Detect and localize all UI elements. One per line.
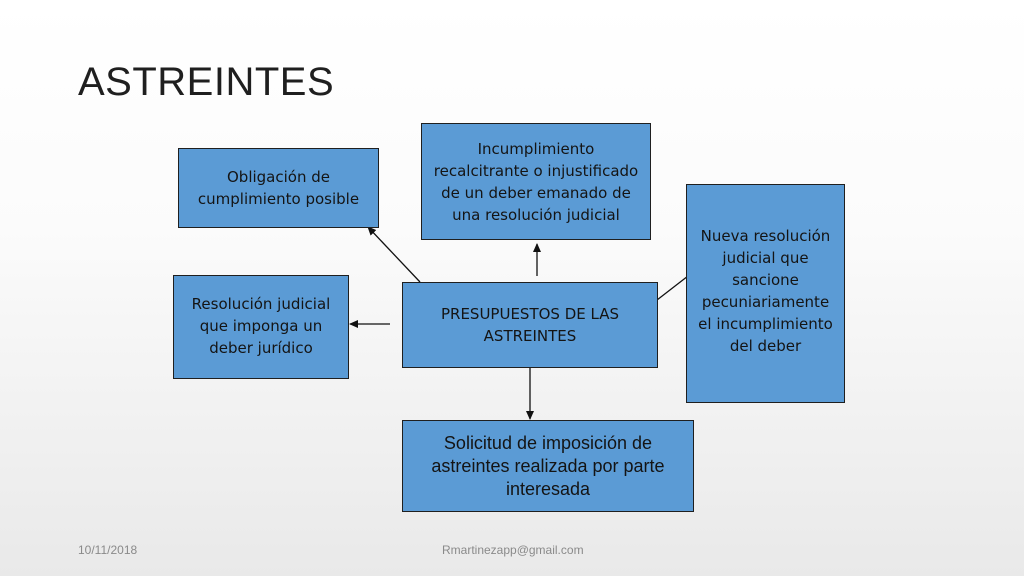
box-resolucion-judicial-text: Resolución judicial que imponga un deber jurídico [191, 295, 331, 357]
box-obligacion [178, 148, 379, 228]
arrow-to-obligacion [368, 227, 420, 282]
connector-to-nueva [657, 276, 688, 300]
box-nueva-resolucion [686, 184, 845, 403]
box-presupuestos [402, 282, 658, 368]
footer-email: Rmartinezapp@gmail.com [442, 543, 584, 557]
box-nueva-resolucion-text: Nueva resolución judicial que sancione pecuniariamente el incumplimiento del deber [698, 227, 833, 355]
footer-date: 10/11/2018 [78, 543, 138, 557]
box-incumplimiento-text: Incumplimiento recalcitrante o injustificado de un deber emanado de una resolución judicial [433, 139, 639, 224]
slide-title: ASTREINTES [78, 60, 335, 104]
box-incumplimiento [421, 123, 651, 240]
box-presupuestos-text: PRESUPUESTOS DE LAS ASTREINTES [440, 305, 619, 345]
box-resolucion-judicial [173, 275, 349, 379]
box-solicitud [402, 420, 694, 512]
box-solicitud-text: Solicitud de imposición de astreintes realizada por parte interesada [431, 432, 665, 499]
box-obligacion-text: Obligación de cumplimiento posible [197, 168, 360, 208]
